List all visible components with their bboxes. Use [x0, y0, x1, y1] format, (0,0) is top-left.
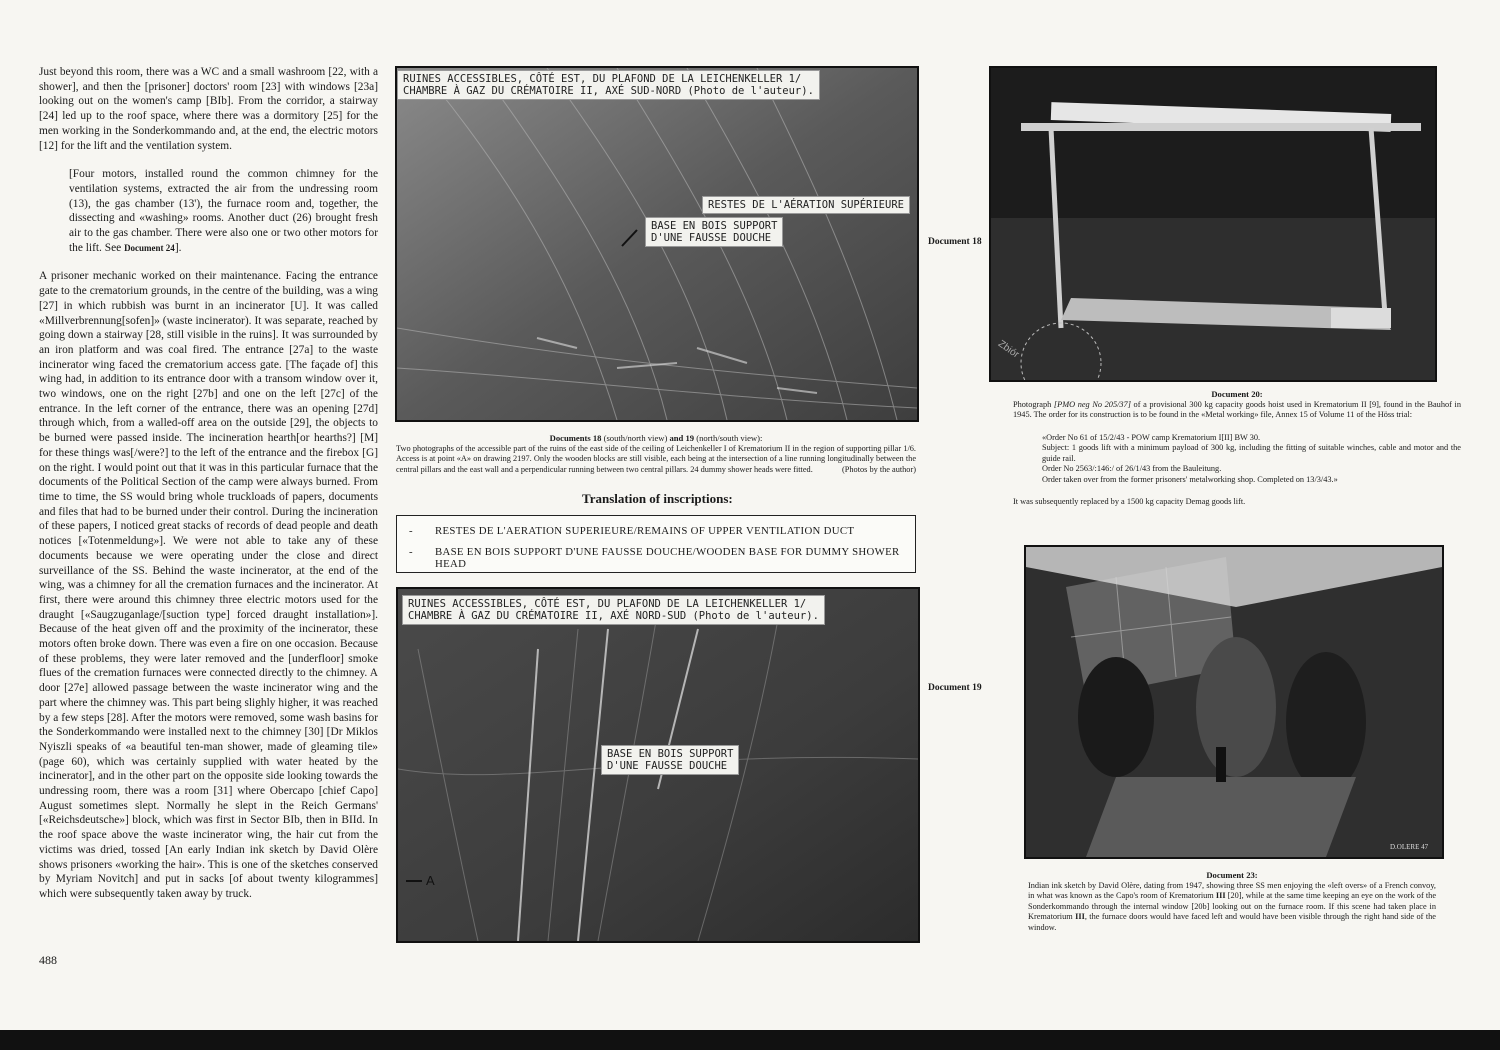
photo19-base-label: BASE EN BOIS SUPPORT D'UNE FAUSSE DOUCHE: [601, 745, 739, 775]
photo18-header: RUINES ACCESSIBLES, CÔTÉ EST, DU PLAFOND DE LA LEICHENKELLER 1/ CHAMBRE À GAZ DU CRÉMATOIRE II, AXÉ SUD-NORD (Photo de l'auteur).: [397, 70, 820, 100]
doc20-quote: [1042, 433, 1461, 486]
document-19-label: Document 19: [928, 683, 982, 693]
paragraph-1: Just beyond this room, there was a WC and a small washroom [22, with a shower], and then the [prisoner] doctors' room [23] with windows [23a] looking out on the women's camp [BIb]. From the corridor, a stairway [24] led up to the roof space, where there was a dormitory [25] for the men working in the Sonderkommando and, at the end, the electric motors [12] for the lift and the ventilation system.: [39, 66, 378, 152]
caption-18-19: [396, 433, 916, 475]
document-19-photo: [396, 587, 920, 943]
ink-sketch-image: [1026, 547, 1442, 857]
paragraph-3: A prisoner mechanic worked on their maintenance. Facing the entrance gate to the crematorium grounds, in the centre of the building, was a wing [27] in which rubbish was burnt in an incinerator [U]. It was called «Millverbrennung[sofen]» (waste incinerator). It was separate, reached by going down a stairway [28, still visible in the ruins]. It was surrounded by an iron platform and was coal fired. The entrance [27a] to the waste incinerator wing faced the crematorium access gate. [The façade of] this wing had, in addition to its entrance door with a transom window over it, two windows, one on the right [27b] and one on the left [27c] of the entrance. In the left corner of the entrance, there was an opening [27d] through which, from a walled-off area on the outside [29], the objects to be burned were passed inside. The incineration hearth[or hearths?] [M] for these things was[/were?] to the left of the entrance and the firebox [G] on the right. I would point out that it was in this particular furnace that the documents of the Political Section of the camp were always burned. From time to time, the SS would bring whole truckloads of papers, documents and files that had to be burned under their control. During the incineration of these papers, I noticed great stacks of records of dead people and death notices [«Totenmeldung»]. We were not able to take any of these documents because we were operating under the close and direct surveillance of the SS. Behind the waste incinerator, at the end of the wing, was a chimney for all the cremation furnaces and the incinerator. At first, there were around this chimney three electric motors used for the draught [«Saugzuganlage/[suction type] forced draught installation»]. Because of the heat given off and the proximity of the incinerator, these motors often broke down. There was even a fire on one occasion. Because of these problems, they were later removed and the [underfloor] smoke flues of the cremation furnaces were connected directly to the chimney. A door [27e] allowed passage between the waste incinerator wing and the part where the chimney was. This part being slighly higher, it was reached by a few steps [28]. After the motors were removed, some wash basins for the Sonderkommando were installed next to the chimney [30] [Dr Miklos Nyiszli speaks of «a beautiful ten-man shower, made of gleaming tile» (page 60), which was certainly supplied with water heated by the incinerator], and in the other part on the opposite side looking towards the undressing room, there was a room [31] where Obercapo [chief Capo] August sometimes slept. Normally he slept in the Reich Germans' [«Reichsdeutsche»] block, which was first in Sector BIb, then in BIId. In the roof space above the waste incinerator wing, the hair cut from the victims was dried, tossed [An early Indian ink sketch by David Olère shows prisoners «working the hair». This is one of the sketches conserved by Myriam Novitch] and put in sacks [of about twenty kilogrammes] which were subsequently taken away by truck.: [39, 270, 378, 900]
archive-stamp: Zbiór: [995, 338, 1021, 361]
left-text-column: [39, 65, 378, 916]
caption-credit: (Photos by the author): [842, 464, 916, 474]
document-23-sketch: [1024, 545, 1444, 859]
point-a-marker: A: [426, 873, 435, 888]
translation-item-2: - BASE EN BOIS SUPPORT D'UNE FAUSSE DOUCHE/WOODEN BASE FOR DUMMY SHOWER HEAD: [397, 546, 915, 571]
goods-hoist-image: [991, 68, 1435, 380]
caption-document-20: [1013, 389, 1461, 508]
doc20-title: Document 20:: [1211, 389, 1263, 399]
doc20-body: Photograph [PMO neg No 205/37] of a provisional 300 kg capacity goods hoist used in Krematorium II [9], found in the Bauhof in 1945. The order for its construction is to be found in the «Metal working» file, Annex 15 of Volume 11 of the Höss trial:: [1013, 399, 1461, 419]
doc23-title: Document 23:: [1206, 870, 1258, 880]
translation-title: Translation of inscriptions:: [582, 491, 733, 506]
document-24-ref: Document 24: [124, 242, 175, 253]
paragraph-2: [Four motors, installed round the common chimney for the ventilation systems, extracted the air from the undressing room (13), the gas chamber (13'), the furnace room and, together, the dissecting and «washing» rooms. Another duct (26) brought fresh air to the gas chamber. There were also one or two other motors for the lift. See Document 24].: [69, 168, 378, 254]
page-number: 488: [39, 953, 57, 967]
doc23-body: Indian ink sketch by David Olère, dating from 1947, showing three SS men enjoying the «left overs» of a French convoy, in what was known as the Capo's room of Krematorium III [20], while at the same time keeping an eye on the work of the Sonderkommando through the internal window [20b] looking out on the furnace room. If this scene had taken place in Krematorium III, the furnace doors would have faced left and would have been visible through the right hand side of the window.: [1028, 880, 1437, 932]
photo18-base-label: BASE EN BOIS SUPPORT D'UNE FAUSSE DOUCHE: [645, 217, 783, 247]
photo18-vent-label: RESTES DE L'AÉRATION SUPÉRIEURE: [702, 196, 910, 214]
caption-body: Two photographs of the accessible part of the ruins of the east side of the ceiling of Leichenkeller I of Krematorium II in the region of supporting pillar 1/6. Access is at point «A» on drawing 2197. Only the wooden blocks are still visible, each being at the intersection of a line running longitudinally between the central pillars and the east wall and a perpendicular running between two central pillars. 24 dummy shower heads were fitted.: [396, 443, 916, 474]
quote-line: Order taken over from the former prisoners' metalworking shop. Completed on 13/3/43.»: [1042, 474, 1338, 484]
caption-document-23: [1028, 870, 1436, 933]
quote-line: Order No 2563/:146:/ of 26/1/43 from the Bauleitung.: [1042, 464, 1222, 473]
caption-title: Documents 18 (south/north view) and 19 (north/south view):: [549, 433, 763, 443]
quote-line: «Order No 61 of 15/2/43 - POW camp Krematorium I[II] BW 30.: [1042, 432, 1261, 442]
artist-signature: D.OLERE 47: [1390, 843, 1429, 851]
document-18-photo: [395, 66, 919, 422]
quote-line: Subject: 1 goods lift with a minimum payload of 300 kg, including the fitting of suitable winches, cable and motor and the guide rail.: [1042, 443, 1461, 463]
document-20-photo: [989, 66, 1437, 382]
doc20-after: It was subsequently replaced by a 1500 kg capacity Demag goods lift.: [1013, 497, 1246, 506]
document-18-label: Document 18: [928, 237, 982, 247]
translation-box: [396, 515, 916, 573]
translation-item-1: - RESTES DE L'AERATION SUPERIEURE/REMAINS OF UPPER VENTILATION DUCT: [397, 525, 915, 538]
bottom-scan-edge: [0, 1030, 1500, 1050]
photo19-header: RUINES ACCESSIBLES, CÔTÉ EST, DU PLAFOND DE LA LEICHENKELLER 1/ CHAMBRE À GAZ DU CRÉMATOIRE II, AXÉ NORD-SUD (Photo de l'auteur).: [402, 595, 825, 625]
